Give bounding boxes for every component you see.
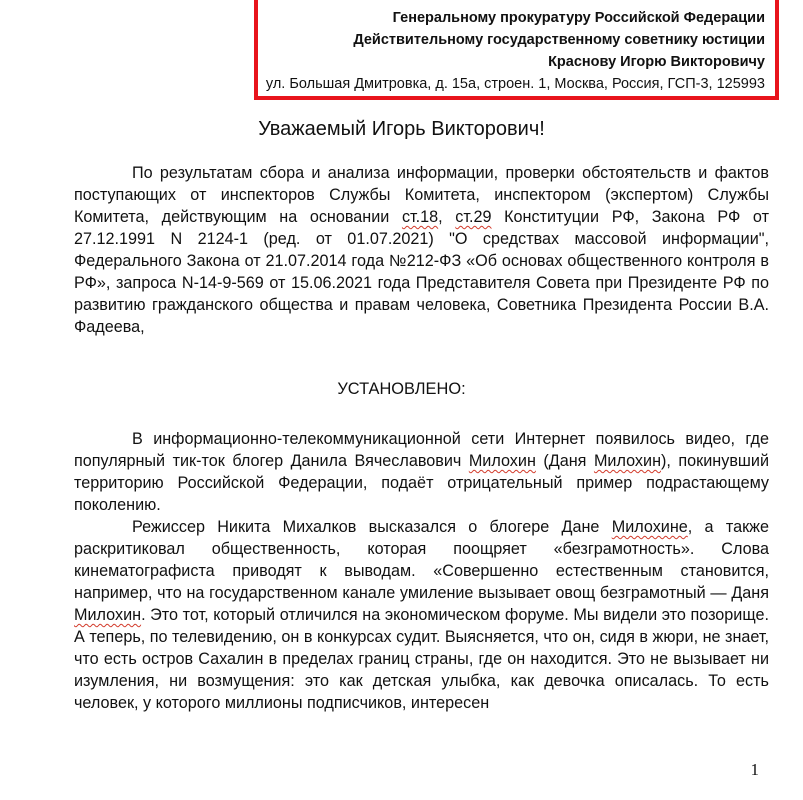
paragraph-1-text-a: По результатам сбора и анализа информации, проверки обстоятельств и фактов поступающих от инспекторов Службы Комитета, инспектором (экспертом) Службы Комитета, действующим на основании bbox=[74, 164, 769, 226]
paragraph-2 bbox=[74, 428, 769, 516]
established-heading: УСТАНОВЛЕНО: bbox=[337, 380, 466, 398]
paragraph-3 bbox=[74, 516, 769, 714]
addressee-line-2: Действительному государственному советнику юстиции bbox=[353, 32, 765, 48]
surname-mark: Милохин bbox=[468, 452, 536, 470]
addressee-block bbox=[254, 0, 779, 100]
paragraph-3-text-a: Режиссер Никита Михалков высказался о блогере Дане bbox=[132, 518, 612, 536]
addressee-line-1: Генеральному прокуратуру Российской Федерации bbox=[392, 10, 765, 26]
paragraph-2-text-b: (Даня bbox=[535, 452, 594, 470]
paragraph-2-text-a: В информационно-телекоммуникационной сети Интернет появилось видео, где популярный тик-ток блогер Данила Вячеславович bbox=[74, 430, 769, 470]
paragraph-2-text-c: ), покинувший территорию Российской Федерации, подаёт отрицательный пример подрастающему поколению. bbox=[74, 452, 769, 514]
paragraph-1-text-b: , bbox=[438, 208, 456, 226]
addressee-line-3: Краснову Игорю Викторовичу bbox=[548, 54, 765, 70]
paragraph-3-text-c: . Это тот, который отличился на экономическом форуме. Мы видели это позорище. А теперь, по телевидению, он в конкурсах судит. Выясняется, что он, сидя в жюри, не знает, что есть остров Сахалин в пределах границ страны, где он находится. Это не вызывает ни изумления, ни возмущения: это как детская улыбка, как девочка описалась. То есть человек, у которого миллионы подписчиков, интересен bbox=[74, 606, 769, 712]
surname-mark: Милохин bbox=[593, 452, 662, 470]
addressee-address: ул. Большая Дмитровка, д. 15а, строен. 1, Москва, Россия, ГСП-3, 125993 bbox=[265, 76, 765, 92]
surname-mark: Милохине bbox=[611, 518, 688, 536]
surname-mark: Милохин bbox=[74, 606, 142, 624]
article-29-ref: ст.29 bbox=[455, 208, 492, 226]
paragraph-1 bbox=[74, 162, 769, 338]
article-18-ref: ст.18 bbox=[401, 208, 439, 226]
greeting: Уважаемый Игорь Викторович! bbox=[258, 118, 545, 140]
page-number: 1 bbox=[750, 760, 759, 779]
paragraph-3-text-b: , а также раскритиковал общественность, которая поощряет «безграмотность». Слова кинематографиста приводят к выводам. «Совершенно естественным становится, например, что на государственном канале умиление вызывает овощ безграмотный — Даня bbox=[74, 518, 769, 602]
paragraph-1-text-c: Конституции РФ, Закона РФ от 27.12.1991 N 2124-1 (ред. от 01.07.2021) "О средствах массовой информации", Федерального Закона от 21.07.2014 года №212-ФЗ «Об основах общественного контроля в РФ», запроса N-14-9-569 от 15.06.2021 года Представителя Совета при Президенте РФ по развитию гражданского общества и правам человека, Советника Президента России В.А. Фадеева, bbox=[74, 208, 769, 336]
body-text bbox=[74, 428, 769, 714]
